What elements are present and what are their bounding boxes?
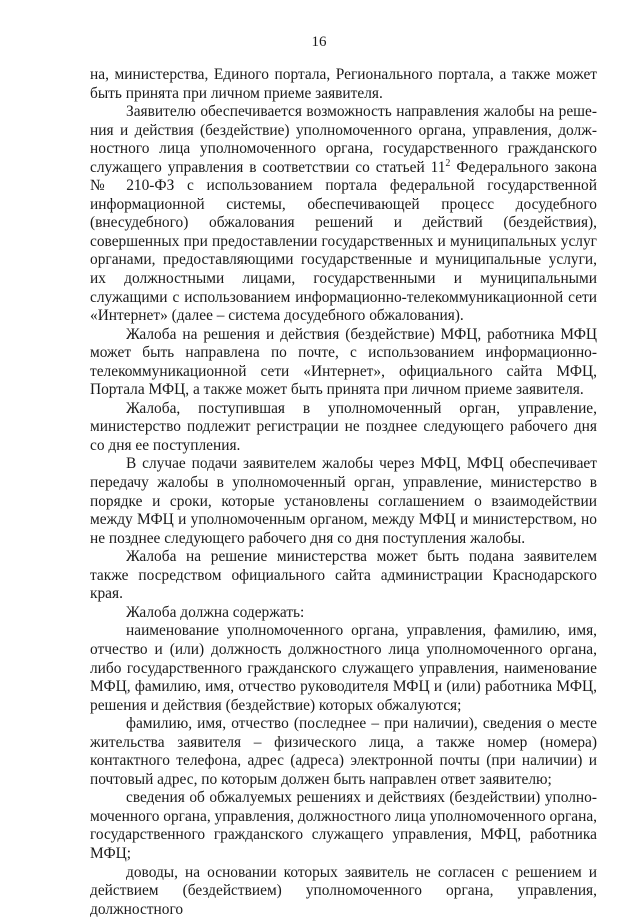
article-superscript: 2 — [445, 157, 451, 169]
paragraph-ministry-complaint: Жалоба на решение министерства может быть подана заявителем также посредством официального сайта администрации Краснодарского края. — [90, 548, 597, 603]
paragraph-text: Федерального закона № 210-ФЗ с использованием портала федеральной государственной информационной системы, обеспечивающей процесс досудебного (внесудебного) обжалования решений и действий (бездействия), совершенных при предоставлении государственных и муниципальных услуг органами, предоставляющими государственные и муниципальные услуги, их должностными лицами, государственными и муниципальными служащими с использованием информационно-телекоммуникационной сети «Интернет» (далее – система досудебного обжалования). — [90, 158, 597, 325]
paragraph-contents-heading: Жалоба должна содержать: — [126, 603, 305, 621]
paragraph-transfer: В случае подачи заявителем жалобы через МФЦ, МФЦ обеспечивает передачу жалобы в уполномоченный орган, управление, министерство в порядке и сроки, которые установлены соглашением о взаимодействии между МФЦ и уполномоченным органом, между МФЦ и министерством, но не позднее следующего рабочего дня со дня поступления жалобы. — [90, 455, 597, 547]
page-number: 16 — [311, 34, 327, 50]
paragraph-mfc-complaint: Жалоба на решения и действия (бездействие) МФЦ, работника МФЦ может быть направлена по почте, с использованием информационно-телекоммуникационной сети «Интернет», официального сайта МФЦ, Портала МФЦ, а также может быть принята при личном приеме заявителя. — [90, 325, 597, 399]
paragraph-item-names: наименование уполномоченного органа, управления, фамилию, имя, отчество и (или) должность должностного лица уполномоченного органа, либо государственного гражданского служащего управления, наименование МФЦ, фамилию, имя, отчество руководителя МФЦ и (или) работника МФЦ, решения и действия (бездействие) которых обжалуются; — [90, 622, 597, 714]
paragraph-item-applicant: фамилию, имя, отчество (последнее – при наличии), сведения о месте жительства заявителя – физического лица, а также номер (номера) контактного телефона, адрес (адреса) электронной почты (при наличии) и почтовый адрес, по которым должен быть направлен ответ заявителю; — [90, 715, 597, 788]
paragraph-registration: Жалоба, поступившая в уполномоченный орган, управление, министерство подлежит регистрации не позднее следующего рабочего дня со дня ее поступления. — [90, 399, 597, 454]
document-body — [90, 66, 597, 919]
paragraph-text: Заявителю обеспечивается возможность направления жалобы на решения и действия (бездействие) уполномоченного органа, управления, должностного лица уполномоченного органа, государственного гражданского служащего управления в соответствии со статьей 11 — [90, 103, 597, 176]
paragraph-item-arguments: доводы, на основании которых заявитель не согласен с решением и действием (бездействием) уполномоченного органа, управления, должностного — [90, 863, 597, 918]
paragraph-item-decisions: сведения об обжалуемых решениях и действиях (бездействии) уполномоченного органа, управления, должностного лица уполномоченного органа, государственного гражданского служащего управления, МФЦ, работника МФЦ; — [90, 789, 598, 862]
paragraph-continuation: на, министерства, Единого портала, Регионального портала, а также может быть принята при личном приеме заявителя. — [90, 66, 597, 102]
paragraph-complaint-system — [90, 103, 597, 326]
